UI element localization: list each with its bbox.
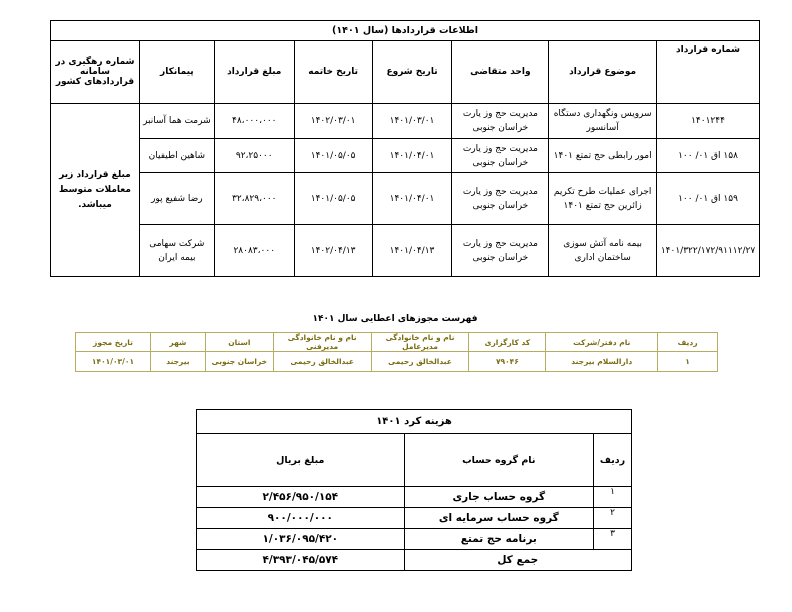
cost-amount: ۲/۴۵۶/۹۵۰/۱۵۴ (197, 487, 405, 508)
permits-table (75, 332, 718, 372)
header-contractor: پیمانکار (139, 41, 214, 104)
contract-end: ۱۴۰۲/۰۳/۰۱ (294, 104, 372, 139)
permits-header-cell: شهر (150, 333, 205, 352)
contract-amount: ۳۲،۸۲۹،۰۰۰ (214, 173, 294, 225)
contract-amount: ۹۲،۲۵۰۰۰ (214, 139, 294, 173)
contract-number: ۱۵۹ اق ۰۱/ ۱۰۰ (657, 173, 760, 225)
header-end-date: تاریخ خاتمه (294, 41, 372, 104)
permits-header-cell: تاریخ مجوز (76, 333, 151, 352)
contract-subject: سرویس ونگهداری دستگاه آسانسور (549, 104, 657, 139)
cost-index: ۱ (594, 487, 632, 508)
cost-total-amount: ۴/۳۹۳/۰۴۵/۵۷۴ (197, 550, 405, 571)
permits-header-cell: نام دفتر/شرکت (546, 333, 658, 352)
permits-cell: عبدالخالق رحیمی (273, 352, 371, 372)
cost-group: گروه حساب جاری (404, 487, 593, 508)
contract-end: ۱۴۰۲/۰۴/۱۳ (294, 225, 372, 277)
table-row (197, 550, 632, 571)
contract-unit: مدیریت حج وز یارت خراسان جنوبی (452, 225, 549, 277)
cost-group: گروه حساب سرمایه ای (404, 508, 593, 529)
permits-cell: ۱۴۰۱/۰۳/۰۱ (76, 352, 151, 372)
contract-end: ۱۴۰۱/۰۵/۰۵ (294, 139, 372, 173)
table-row (51, 173, 760, 225)
contract-contractor: شاهین اطیفیان (139, 139, 214, 173)
permits-cell: عبدالخالق رحیمی (371, 352, 469, 372)
contracts-note: مبلغ قرارداد زیر معاملات متوسط میباشد. (51, 104, 140, 277)
cost-header-group: نام گروه حساب (404, 434, 593, 487)
table-row (197, 487, 632, 508)
contract-amount: ۴۸،۰۰۰،۰۰۰ (214, 104, 294, 139)
header-subject: موضوع قرارداد (549, 41, 657, 104)
header-start-date: تاریخ شروع (372, 41, 452, 104)
header-tracking-code: شماره رهگیری در سامانه قراردادهای کشور (51, 41, 140, 104)
cost-index: ۲ (594, 508, 632, 529)
table-row (76, 352, 718, 372)
cost-title: هزینه کرد ۱۴۰۱ (197, 410, 632, 434)
permits-header-cell: استان (205, 333, 273, 352)
contract-unit: مدیریت حج وز یارت خراسان جنوبی (452, 173, 549, 225)
contract-start: ۱۴۰۱/۰۴/۱۳ (372, 225, 452, 277)
contract-subject: امور رابطی حج تمتع ۱۴۰۱ (549, 139, 657, 173)
table-row (197, 508, 632, 529)
table-row (51, 139, 760, 173)
contract-amount: ۲۸۰۸۳،۰۰۰ (214, 225, 294, 277)
contract-start: ۱۴۰۱/۰۴/۰۱ (372, 139, 452, 173)
permits-header-cell: نام و نام خانوادگی مدیرعامل (371, 333, 469, 352)
header-applicant-unit: واحد متقاضی (452, 41, 549, 104)
contracts-title: اطلاعات قراردادها (سال ۱۴۰۱) (51, 21, 760, 41)
contract-unit: مدیریت حج وز یارت خراسان جنوبی (452, 104, 549, 139)
permits-cell: ۷۹۰۴۶ (469, 352, 546, 372)
permits-cell: بیرجند (150, 352, 205, 372)
cost-table (196, 409, 632, 571)
contract-unit: مدیریت حج وز یارت خراسان جنوبی (452, 139, 549, 173)
permits-header-cell: ردیف (658, 333, 718, 352)
contract-subject: بیمه نامه آتش سوزی ساختمان اداری (549, 225, 657, 277)
permits-cell: دارالسلام بیرجند (546, 352, 658, 372)
table-row (197, 529, 632, 550)
cost-index: ۳ (594, 529, 632, 550)
table-row (51, 104, 760, 139)
cost-amount: ۱/۰۳۶/۰۹۵/۴۲۰ (197, 529, 405, 550)
permits-cell: خراسان جنوبی (205, 352, 273, 372)
contract-contractor: شرمت هما آسانبر (139, 104, 214, 139)
table-row (51, 225, 760, 277)
cost-header-row: ردیف (594, 434, 632, 487)
cost-amount: ۹۰۰/۰۰۰/۰۰۰ (197, 508, 405, 529)
header-contract-number: شماره قرارداد (657, 41, 760, 104)
cost-total-label: جمع کل (404, 550, 631, 571)
permits-header-cell: نام و نام خانوادگی مدیرفنی (273, 333, 371, 352)
contract-contractor: شرکت سهامی بیمه ایران (139, 225, 214, 277)
contract-end: ۱۴۰۱/۰۵/۰۵ (294, 173, 372, 225)
contract-subject: اجرای عملیات طرح تکریم زائرین حج تمتع ۱۴۰۱ (549, 173, 657, 225)
contracts-table (50, 20, 760, 277)
permits-cell: ۱ (658, 352, 718, 372)
contract-number: ۱۴۰۱۲۴۴ (657, 104, 760, 139)
contract-number: ۱۵۸ اق ۰۱/ ۱۰۰ (657, 139, 760, 173)
contract-start: ۱۴۰۱/۰۴/۰۱ (372, 173, 452, 225)
permits-header-cell: کد کارگزاری (469, 333, 546, 352)
contract-contractor: رضا شفیع پور (139, 173, 214, 225)
cost-group: برنامه حج تمتع (404, 529, 593, 550)
contract-number: ۱۴۰۱/۳۲۲/۱۷۲/۹۱۱۱۲/۲۷ (657, 225, 760, 277)
header-amount: مبلغ قرارداد (214, 41, 294, 104)
contract-start: ۱۴۰۱/۰۳/۰۱ (372, 104, 452, 139)
cost-header-amount: مبلغ بریال (197, 434, 405, 487)
permits-title: فهرست مجوزهای اعطایی سال ۱۴۰۱ (312, 314, 478, 324)
